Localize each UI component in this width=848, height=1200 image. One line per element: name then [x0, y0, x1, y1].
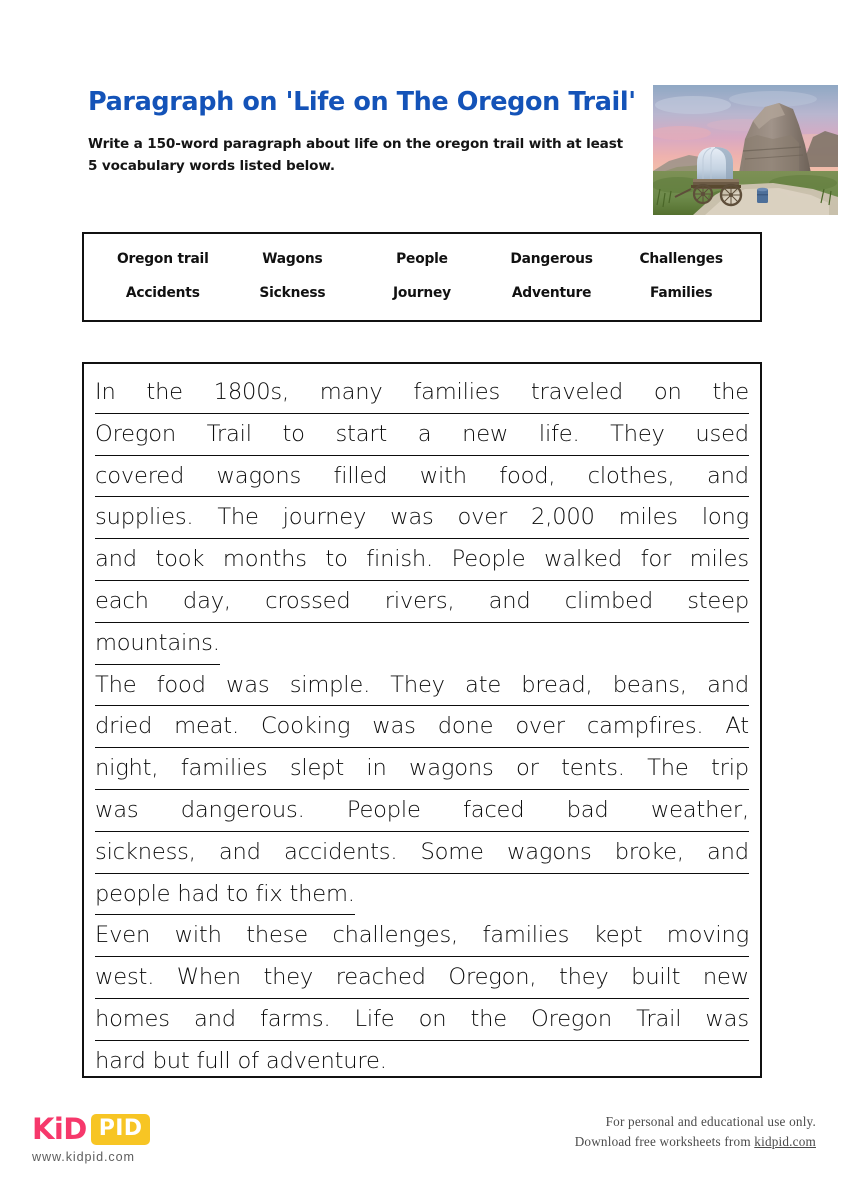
answer-word: and: [218, 838, 261, 865]
answer-word: done: [437, 713, 494, 740]
vocab-word: Adventure: [511, 285, 592, 301]
answer-word: in: [366, 755, 387, 782]
answer-text-line: [95, 1041, 749, 1078]
site-url[interactable]: www.kidpid.com: [32, 1150, 135, 1164]
usage-note-line-1: For personal and educational use only.: [605, 1114, 816, 1129]
answer-word: People: [346, 796, 421, 823]
answer-word: and: [193, 1005, 236, 1032]
answer-word: these: [246, 922, 308, 949]
answer-word: campfires.: [586, 713, 704, 740]
answer-word: When: [176, 964, 241, 991]
answer-word: they: [263, 964, 314, 991]
answer-word: start: [335, 420, 388, 447]
download-prefix-text: Download free worksheets from: [574, 1134, 755, 1150]
answer-word: Oregon,: [448, 964, 537, 991]
answer-text-line: [95, 874, 749, 916]
answer-word: the: [146, 379, 183, 405]
answer-word: homes: [95, 1005, 170, 1032]
answer-word: a: [417, 420, 432, 447]
answer-text-line: [95, 497, 749, 539]
answer-word: miles: [618, 504, 678, 531]
answer-word: wagons: [506, 838, 592, 865]
vocab-word: Journey: [392, 285, 451, 301]
answer-word: climbed: [564, 587, 653, 614]
answer-text-line: [95, 748, 749, 790]
usage-note: [575, 1112, 816, 1153]
answer-word: challenges,: [332, 922, 459, 949]
answer-word: families: [413, 379, 501, 405]
vocab-word: Challenges: [639, 251, 723, 267]
answer-word: Trail: [636, 1005, 682, 1032]
answer-word: broke,: [614, 838, 684, 865]
answer-word: the: [712, 379, 749, 405]
answer-word: for: [640, 546, 672, 573]
answer-word: journey: [282, 504, 367, 531]
answer-word: miles: [689, 546, 749, 573]
answer-word: crossed: [265, 587, 351, 614]
answer-word: families: [180, 755, 268, 782]
answer-word: on: [653, 379, 682, 405]
answer-text-line: [95, 665, 749, 707]
answer-word: was: [390, 504, 434, 531]
kidpid-branding: [32, 1112, 222, 1164]
answer-word: was: [705, 1005, 749, 1032]
kidpid-logo[interactable]: [32, 1112, 222, 1146]
answer-word: families: [482, 922, 570, 949]
answer-word: night,: [95, 755, 159, 782]
answer-word: Some: [420, 838, 484, 865]
page-title: Paragraph on 'Life on The Oregon Trail': [88, 87, 636, 117]
answer-word: months: [222, 546, 307, 573]
answer-word: to: [325, 546, 348, 573]
answer-word: filled: [333, 462, 388, 489]
answer-text-line: [95, 623, 749, 665]
answer-word: took: [155, 546, 205, 573]
answer-word: The: [95, 671, 137, 698]
answer-word: hard but full of adventure.: [95, 1041, 387, 1078]
answer-word: mountains.: [95, 623, 220, 665]
answer-word: ate: [465, 671, 502, 698]
answer-word: on: [418, 1005, 447, 1032]
answer-word: Life: [354, 1005, 395, 1032]
vocabulary-row-1: [98, 251, 746, 267]
answer-word: was: [372, 713, 416, 740]
answer-word: long: [701, 504, 749, 531]
answer-word: Oregon: [95, 420, 176, 447]
answer-word: and: [95, 546, 137, 573]
answer-word: dried: [95, 713, 153, 740]
vocab-word: People: [396, 251, 448, 267]
answer-word: supplies.: [95, 504, 194, 531]
answer-word: The: [217, 504, 259, 531]
answer-word: Even: [95, 922, 151, 949]
answer-word: steep: [687, 587, 749, 614]
answer-text-line: [95, 539, 749, 581]
answer-word: meat.: [174, 713, 239, 740]
answer-word: People: [451, 546, 526, 573]
answer-word: trip: [710, 755, 749, 782]
answer-word: The: [647, 755, 689, 782]
answer-word: They: [610, 420, 665, 447]
answer-word: tents.: [561, 755, 625, 782]
answer-word: bad: [566, 796, 609, 823]
answer-word: new: [462, 420, 509, 447]
handwriting-answer-area[interactable]: [82, 362, 762, 1078]
covered-wagon-photo: [653, 85, 838, 215]
answer-word: new: [702, 964, 749, 991]
vocab-word: Wagons: [262, 251, 323, 267]
answer-word: traveled: [530, 379, 624, 405]
answer-word: beans,: [612, 671, 687, 698]
answer-text-line: [95, 581, 749, 623]
answer-word: west.: [95, 964, 155, 991]
answer-word: or: [515, 755, 539, 782]
answer-word: to: [282, 420, 305, 447]
usage-note-line-2: [575, 1132, 816, 1152]
answer-text-line: [95, 706, 749, 748]
vocab-word: Dangerous: [510, 251, 593, 267]
instructions-text: Write a 150-word paragraph about life on the oregon trail with at least 5 vocabulary words listed below.: [88, 136, 623, 174]
answer-word: dangerous.: [180, 796, 305, 823]
wagon-scene-illustration: [653, 85, 838, 215]
answer-word: was: [225, 671, 270, 698]
answer-word: 2,000: [531, 504, 595, 531]
answer-word: In: [95, 379, 116, 405]
answer-word: Oregon: [531, 1005, 613, 1032]
answer-word: life.: [538, 420, 580, 447]
answer-word: wagons: [408, 755, 494, 782]
answer-text-line: [95, 999, 749, 1041]
answer-word: At: [725, 713, 749, 740]
answer-word: Cooking: [260, 713, 351, 740]
answer-word: 1800s,: [213, 379, 289, 405]
answer-word: moving: [666, 922, 749, 949]
blue-barrel: [757, 188, 768, 203]
logo-kid-text: KiD: [32, 1111, 87, 1146]
answer-word: the: [470, 1005, 507, 1032]
answer-word: people had to fix them.: [95, 874, 355, 916]
answer-word: covered: [95, 462, 185, 489]
answer-word: each: [95, 587, 149, 614]
answer-word: rivers,: [384, 587, 455, 614]
answer-word: day,: [182, 587, 231, 614]
logo-pid-badge: PID: [91, 1114, 151, 1145]
vocabulary-row-2: [98, 285, 746, 301]
answer-text-line: [95, 915, 749, 957]
answer-word: reached: [335, 964, 426, 991]
answer-text-line: [95, 957, 749, 999]
answer-word: finish.: [366, 546, 433, 573]
answer-word: sickness,: [95, 838, 196, 865]
answer-text-line: [95, 832, 749, 874]
answer-word: over: [515, 713, 565, 740]
answer-word: they: [558, 964, 609, 991]
answer-word: food,: [499, 462, 556, 489]
answer-word: They: [390, 671, 445, 698]
worksheet-header: [88, 88, 648, 177]
vocabulary-word-bank: [82, 232, 762, 322]
answer-word: wagons: [216, 462, 302, 489]
answer-word: slept: [289, 755, 344, 782]
answer-word: many: [319, 379, 383, 405]
vocab-word: Oregon trail: [116, 251, 209, 267]
answer-word: and: [707, 838, 749, 865]
answer-word: bread,: [521, 671, 593, 698]
answer-word: over: [457, 504, 508, 531]
answer-word: weather,: [650, 796, 749, 823]
answer-text-line: [95, 456, 749, 498]
answer-word: kept: [593, 922, 643, 949]
answer-word: walked: [544, 546, 622, 573]
answer-word: used: [695, 420, 749, 447]
answer-text-line: [95, 790, 749, 832]
vocab-word: Families: [649, 285, 713, 301]
answer-word: simple.: [289, 671, 371, 698]
answer-text-line: [95, 372, 749, 414]
answer-word: and: [488, 587, 531, 614]
answer-word: Trail: [206, 420, 252, 447]
answer-word: and: [707, 671, 749, 698]
answer-text-line: [95, 414, 749, 456]
answer-word: food: [156, 671, 206, 698]
answer-word: built: [631, 964, 681, 991]
vocab-word: Accidents: [125, 285, 200, 301]
answer-word: with: [419, 462, 467, 489]
answer-word: faced: [462, 796, 525, 823]
kidpid-link[interactable]: kidpid.com: [754, 1134, 816, 1150]
vocab-word: Sickness: [259, 285, 326, 301]
answer-word: and: [707, 462, 749, 489]
answer-word: clothes,: [587, 462, 675, 489]
answer-word: was: [95, 796, 139, 823]
answer-word: accidents.: [283, 838, 398, 865]
answer-word: farms.: [259, 1005, 331, 1032]
answer-word: with: [174, 922, 222, 949]
